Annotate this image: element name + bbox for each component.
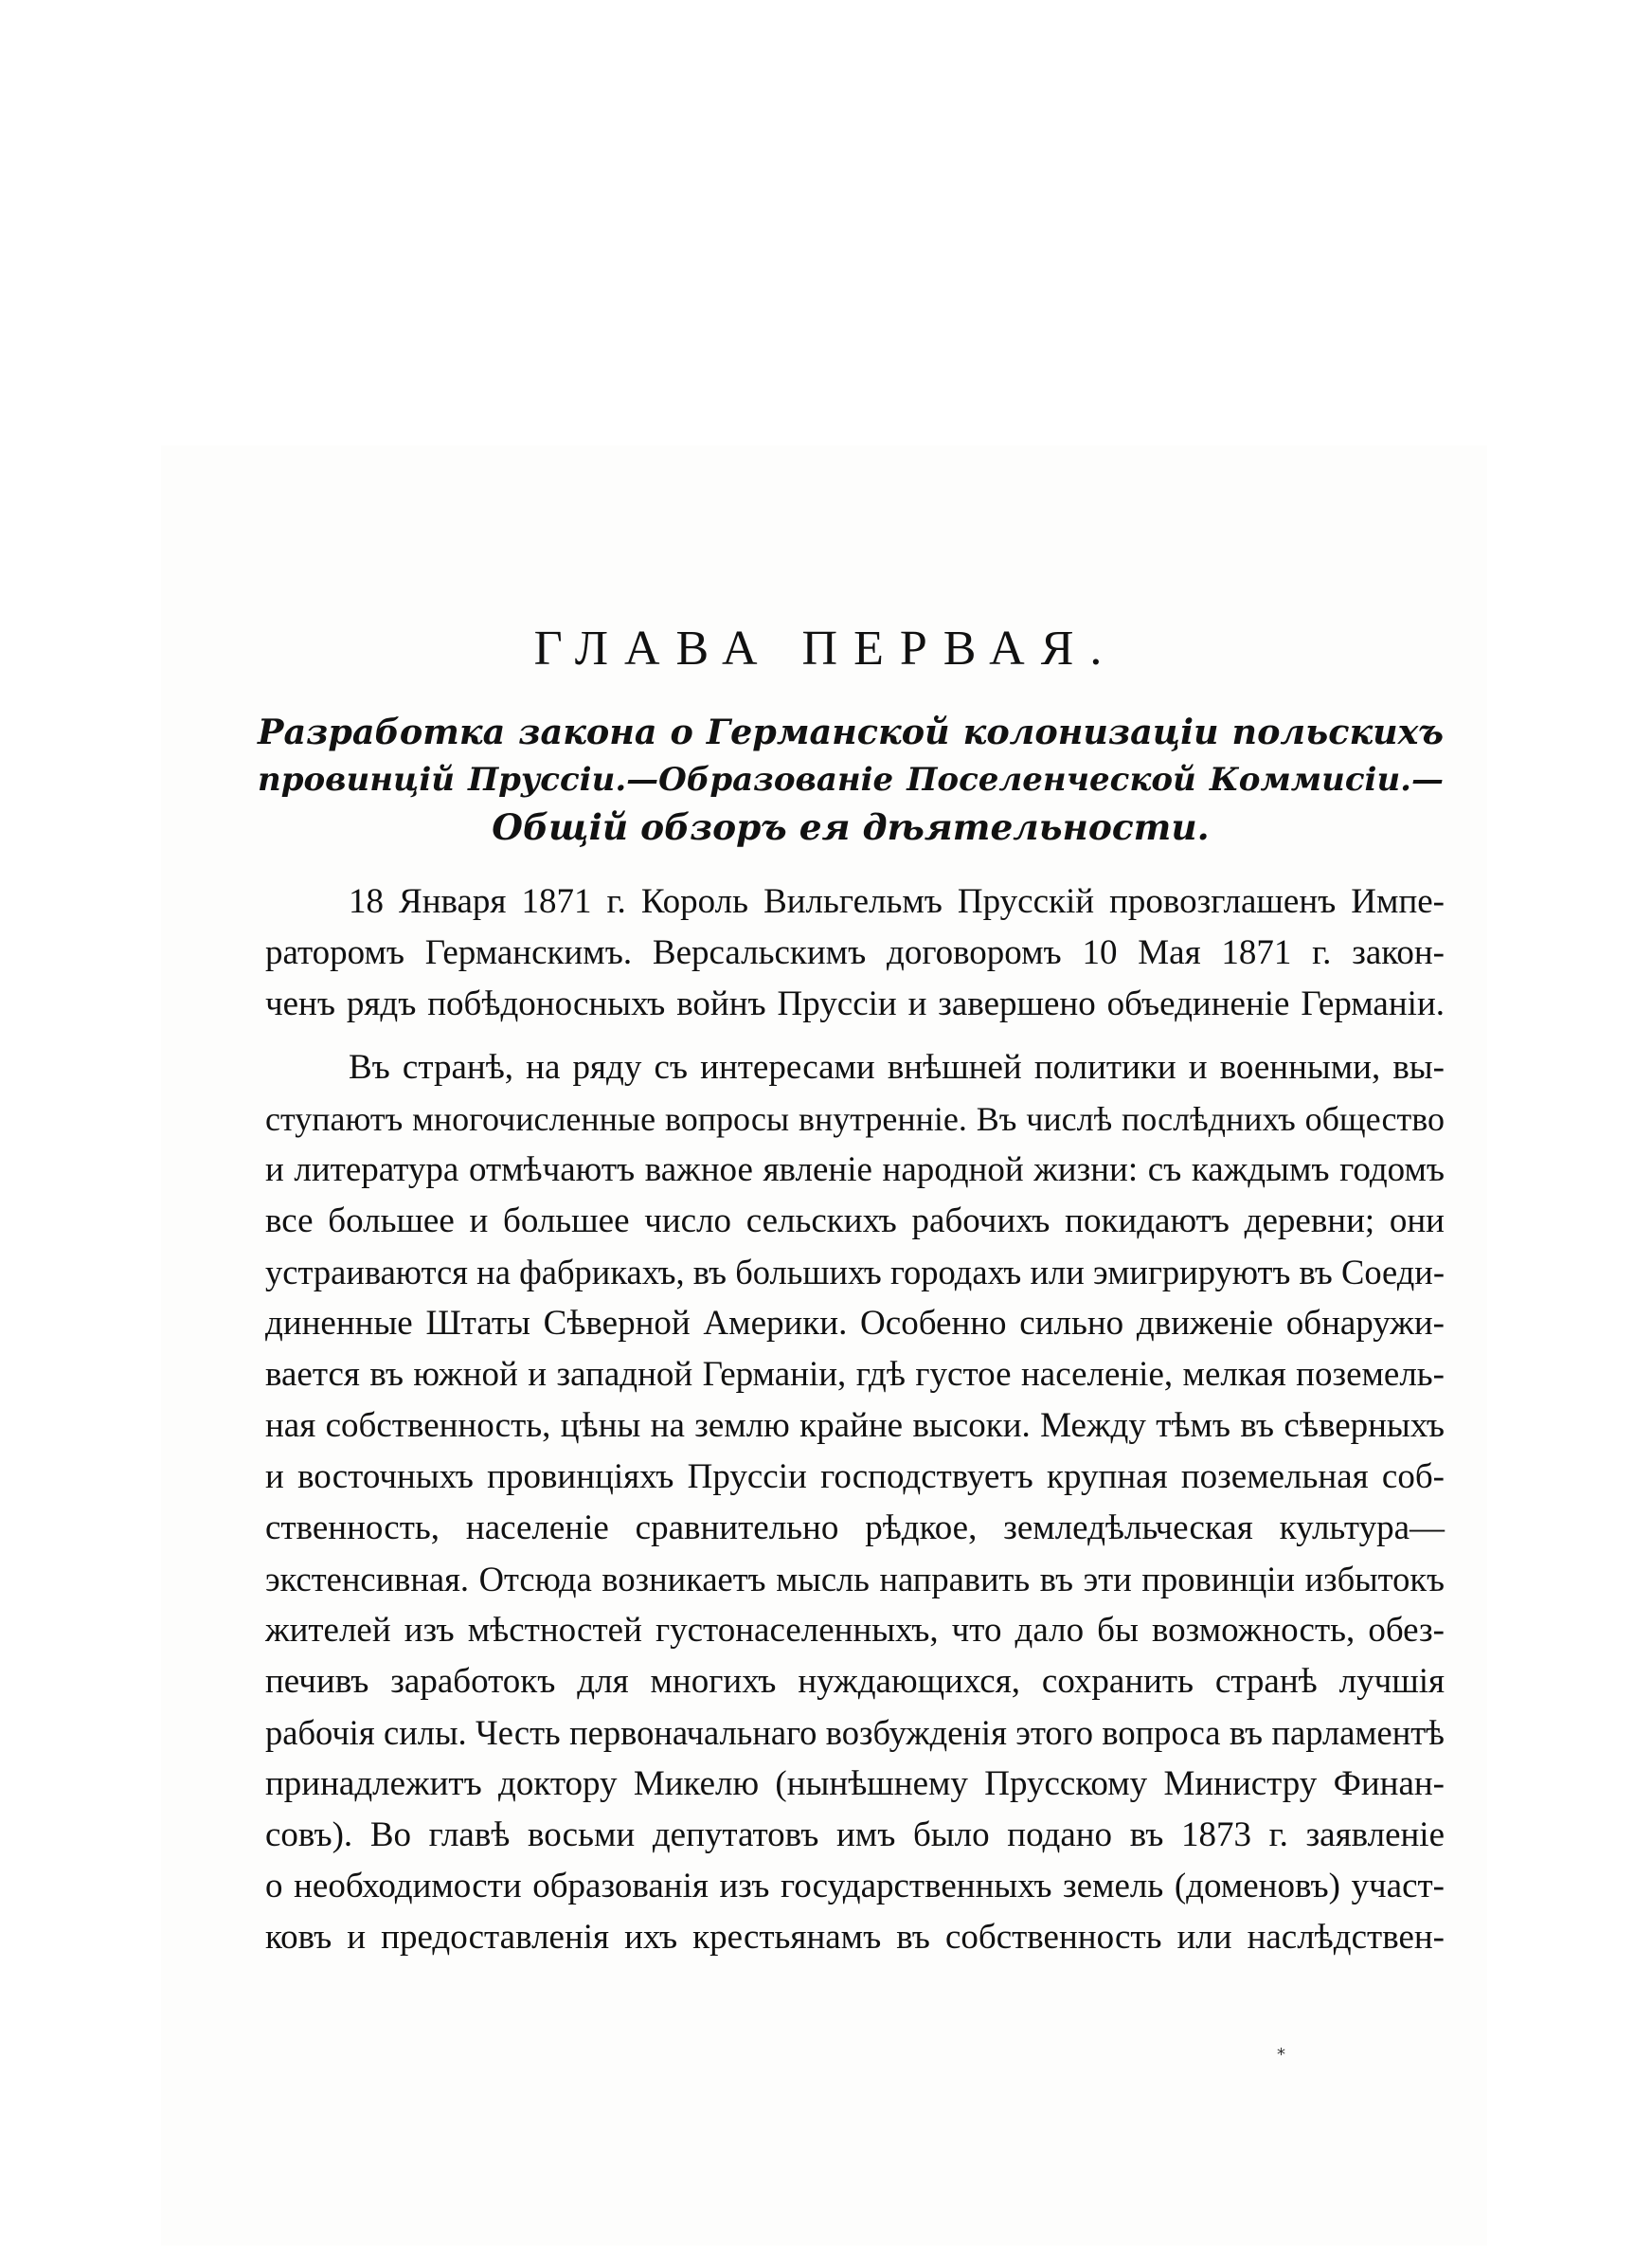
text-line: ственность, населеніе сравнительно рѣдкое, земледѣльческая культура— xyxy=(265,1508,1445,1547)
subtitle-line: Разработка закона о Германской колонизаціи польскихъ xyxy=(258,712,1444,752)
text-line: жителей изъ мѣстностей густонаселенныхъ, что дало бы возможность, обез- xyxy=(265,1611,1445,1650)
text-line: ная собственность, цѣны на землю крайне высоки. Между тѣмъ въ сѣверныхъ xyxy=(265,1406,1445,1445)
chapter-subtitle xyxy=(258,709,1444,851)
printer-signature-mark: * xyxy=(1277,2045,1285,2065)
text-line: совъ). Во главѣ восьми депутатовъ имъ было подано въ 1873 г. заявленіе xyxy=(265,1815,1445,1854)
text-line: печивъ заработокъ для многихъ нуждающихся, сохранить странѣ лучшія xyxy=(265,1662,1445,1701)
text-line: диненные Штаты Сѣверной Америки. Особенно сильно движеніе обнаружи- xyxy=(265,1304,1445,1343)
text-line: ковъ и предоставленія ихъ крестьянамъ въ собственность или наслѣдствен- xyxy=(265,1918,1445,1957)
subtitle-line: Общій обзоръ ея дѣятельности. xyxy=(492,806,1210,848)
text-line: рабочія силы. Честь первоначальнаго возбужденія этого вопроса въ парламентѣ xyxy=(265,1713,1445,1752)
text-line: экстенсивная. Отсюда возникаетъ мысль направить въ эти провинціи избытокъ xyxy=(265,1560,1445,1598)
text-line: устраиваются на фабрикахъ, въ большихъ городахъ или эмигрируютъ въ Соеди- xyxy=(265,1253,1445,1291)
text-line: 18 Января 1871 г. Король Вильгельмъ Прусскій провозглашенъ Импе- xyxy=(349,882,1445,921)
text-line: раторомъ Германскимъ. Версальскимъ договоромъ 10 Мая 1871 г. закон- xyxy=(265,933,1445,972)
text-line: и восточныхъ провинціяхъ Пруссіи господствуетъ крупная поземельная соб- xyxy=(265,1457,1445,1496)
text-line: Въ странѣ, на ряду съ интересами внѣшней политики и военными, вы- xyxy=(349,1048,1445,1087)
subtitle-line: провинцій Пруссіи.—Образованіе Поселенческой Коммисіи.— xyxy=(258,761,1444,799)
text-line: о необходимости образованія изъ государственныхъ земель (доменовъ) участ- xyxy=(265,1867,1445,1905)
body-text xyxy=(265,876,1445,1963)
chapter-heading: ГЛАВА ПЕРВАЯ. xyxy=(533,622,1119,676)
text-line: ченъ рядъ побѣдоносныхъ войнъ Пруссіи и завершено объединеніе Германіи. xyxy=(265,984,1445,1023)
text-line: все большее и большее число сельскихъ рабочихъ покидаютъ деревни; они xyxy=(265,1201,1445,1240)
text-line: принадлежитъ доктору Микелю (нынѣшнему Прусскому Министру Финан- xyxy=(265,1764,1445,1803)
text-line: вается въ южной и западной Германіи, гдѣ густое населеніе, мелкая поземель- xyxy=(265,1355,1445,1394)
text-line: и литература отмѣчаютъ важное явленіе народной жизни: съ каждымъ годомъ xyxy=(265,1150,1445,1189)
text-line: ступаютъ многочисленные вопросы внутренніе. Въ числѣ послѣднихъ общество xyxy=(265,1100,1445,1138)
